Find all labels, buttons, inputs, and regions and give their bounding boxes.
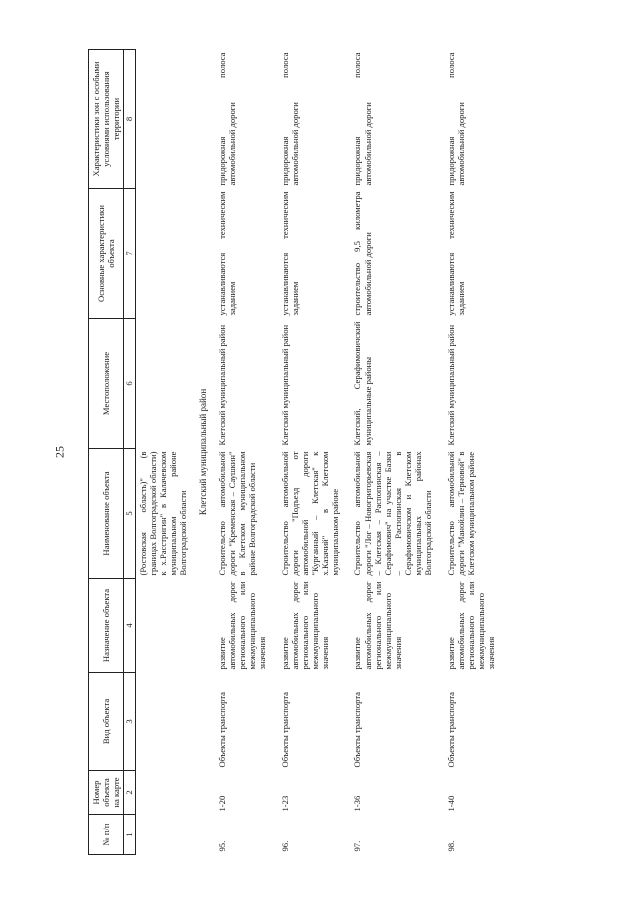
cell-special-zones: придорожная полоса автомобильной дороги <box>216 52 237 185</box>
cell-number: 96. <box>279 840 290 851</box>
cell-object-name: Строительство автомобильной дороги "Кременская – Саушкин" в Клетском муниципальном районе Волгоградской области <box>216 451 257 575</box>
cell-location: Клетский муниципальный район <box>279 324 290 445</box>
cell-object-purpose: развитие автомобильных дорог регионального или межмуниципального значения <box>445 581 496 669</box>
cell-object-name: Строительство автомобильной дороги "Лог – Новогригорьевская – Клетская – Распопинская – Серафимович" на участке Базки – Распопинская в Серафимовичском и Клетском муниципальных районах Волгоградской области <box>351 451 433 575</box>
cell-characteristics: устанавливаются техническим заданием <box>445 191 466 315</box>
column-number: 3 <box>123 672 134 770</box>
continuation-row <box>135 49 190 854</box>
cell-special-zones: придорожная полоса автомобильной дороги <box>351 52 373 185</box>
column-number: 2 <box>123 770 134 814</box>
table-row <box>214 49 277 854</box>
cell-characteristics: устанавливаются техническим заданием <box>279 191 300 315</box>
cell-object-kind: Объекты транспорта <box>279 691 290 767</box>
header-number: № п/п <box>88 814 123 854</box>
cell-special-zones: придорожная полоса автомобильной дороги <box>445 52 466 185</box>
cell-special-zones: придорожная полоса автомобильной дороги <box>279 52 300 185</box>
objects-table <box>88 49 506 855</box>
header-location: Местоположение <box>88 318 123 448</box>
header-special-zones: Характеристики зон с особыми условиями использования территории <box>88 49 123 188</box>
cell-characteristics: строительство 9,5 километра автомобильной дороги <box>351 191 373 315</box>
cell-object-purpose: развитие автомобильных дорог регионального или межмуниципального значения <box>351 581 403 669</box>
cell-map-number: 1-23 <box>279 795 290 811</box>
section-row <box>190 49 215 854</box>
column-number: 7 <box>123 188 134 318</box>
cell-map-number: 1-40 <box>445 795 456 811</box>
cell-object-name: Строительство автомобильной дороги "Подъезд от автомобильной дороги "Курганный – Клетская" к х.Казачий" в Клетском муниципальном районе <box>279 451 340 575</box>
cell-object-purpose: развитие автомобильных дорог регионального или межмуниципального значения <box>216 581 267 669</box>
page-number-text: 25 <box>52 446 67 458</box>
header-object-kind: Вид объекта <box>88 672 123 770</box>
column-number: 4 <box>123 578 134 672</box>
cell-number: 97. <box>351 840 362 851</box>
header-row <box>88 49 123 854</box>
header-object-name: Наименование объекта <box>88 448 123 578</box>
column-number: 8 <box>123 49 134 188</box>
column-number: 5 <box>123 448 134 578</box>
cell-location: Клетский, Серафимовичский муниципальные районы <box>351 321 373 445</box>
cell-number: 95. <box>216 840 227 851</box>
section-title: Клетский муниципальный район <box>197 388 208 515</box>
table-row <box>277 49 350 854</box>
header-object-purpose: Назначение объекта <box>88 578 123 672</box>
cell-map-number: 1-20 <box>216 795 227 811</box>
column-number-row <box>123 49 134 854</box>
cell-object-kind: Объекты транспорта <box>445 691 456 767</box>
header-map-number: Номер объекта на карте <box>88 770 123 814</box>
cell-object-purpose: развитие автомобильных дорог регионального или межмуниципального значения <box>279 581 330 669</box>
cell-object-kind: Объекты транспорта <box>351 691 362 767</box>
rotated-table-wrapper <box>88 50 633 855</box>
column-number: 1 <box>123 814 134 854</box>
cell-location: Клетский муниципальный район <box>445 324 456 445</box>
cell-map-number: 1-36 <box>351 795 362 811</box>
column-number: 6 <box>123 318 134 448</box>
cell-number: 98. <box>445 840 456 851</box>
table-row <box>443 49 506 854</box>
cell-object-kind: Объекты транспорта <box>216 691 227 767</box>
cell-object-name: Строительство автомобильной дороги "Манойлин – Терновой" в Клетском муниципальном районе <box>445 451 476 575</box>
continuation-text: (Ростовская область)" (в границах Волгоградской области) к х.Расстригин" в Калачевском муниципальном районе Волгоградской области <box>137 451 188 575</box>
header-characteristics: Основные характеристики объекта <box>88 188 123 318</box>
table-row <box>350 49 443 854</box>
cell-location: Клетский муниципальный район <box>216 324 227 445</box>
cell-characteristics: устанавливаются техническим заданием <box>216 191 237 315</box>
